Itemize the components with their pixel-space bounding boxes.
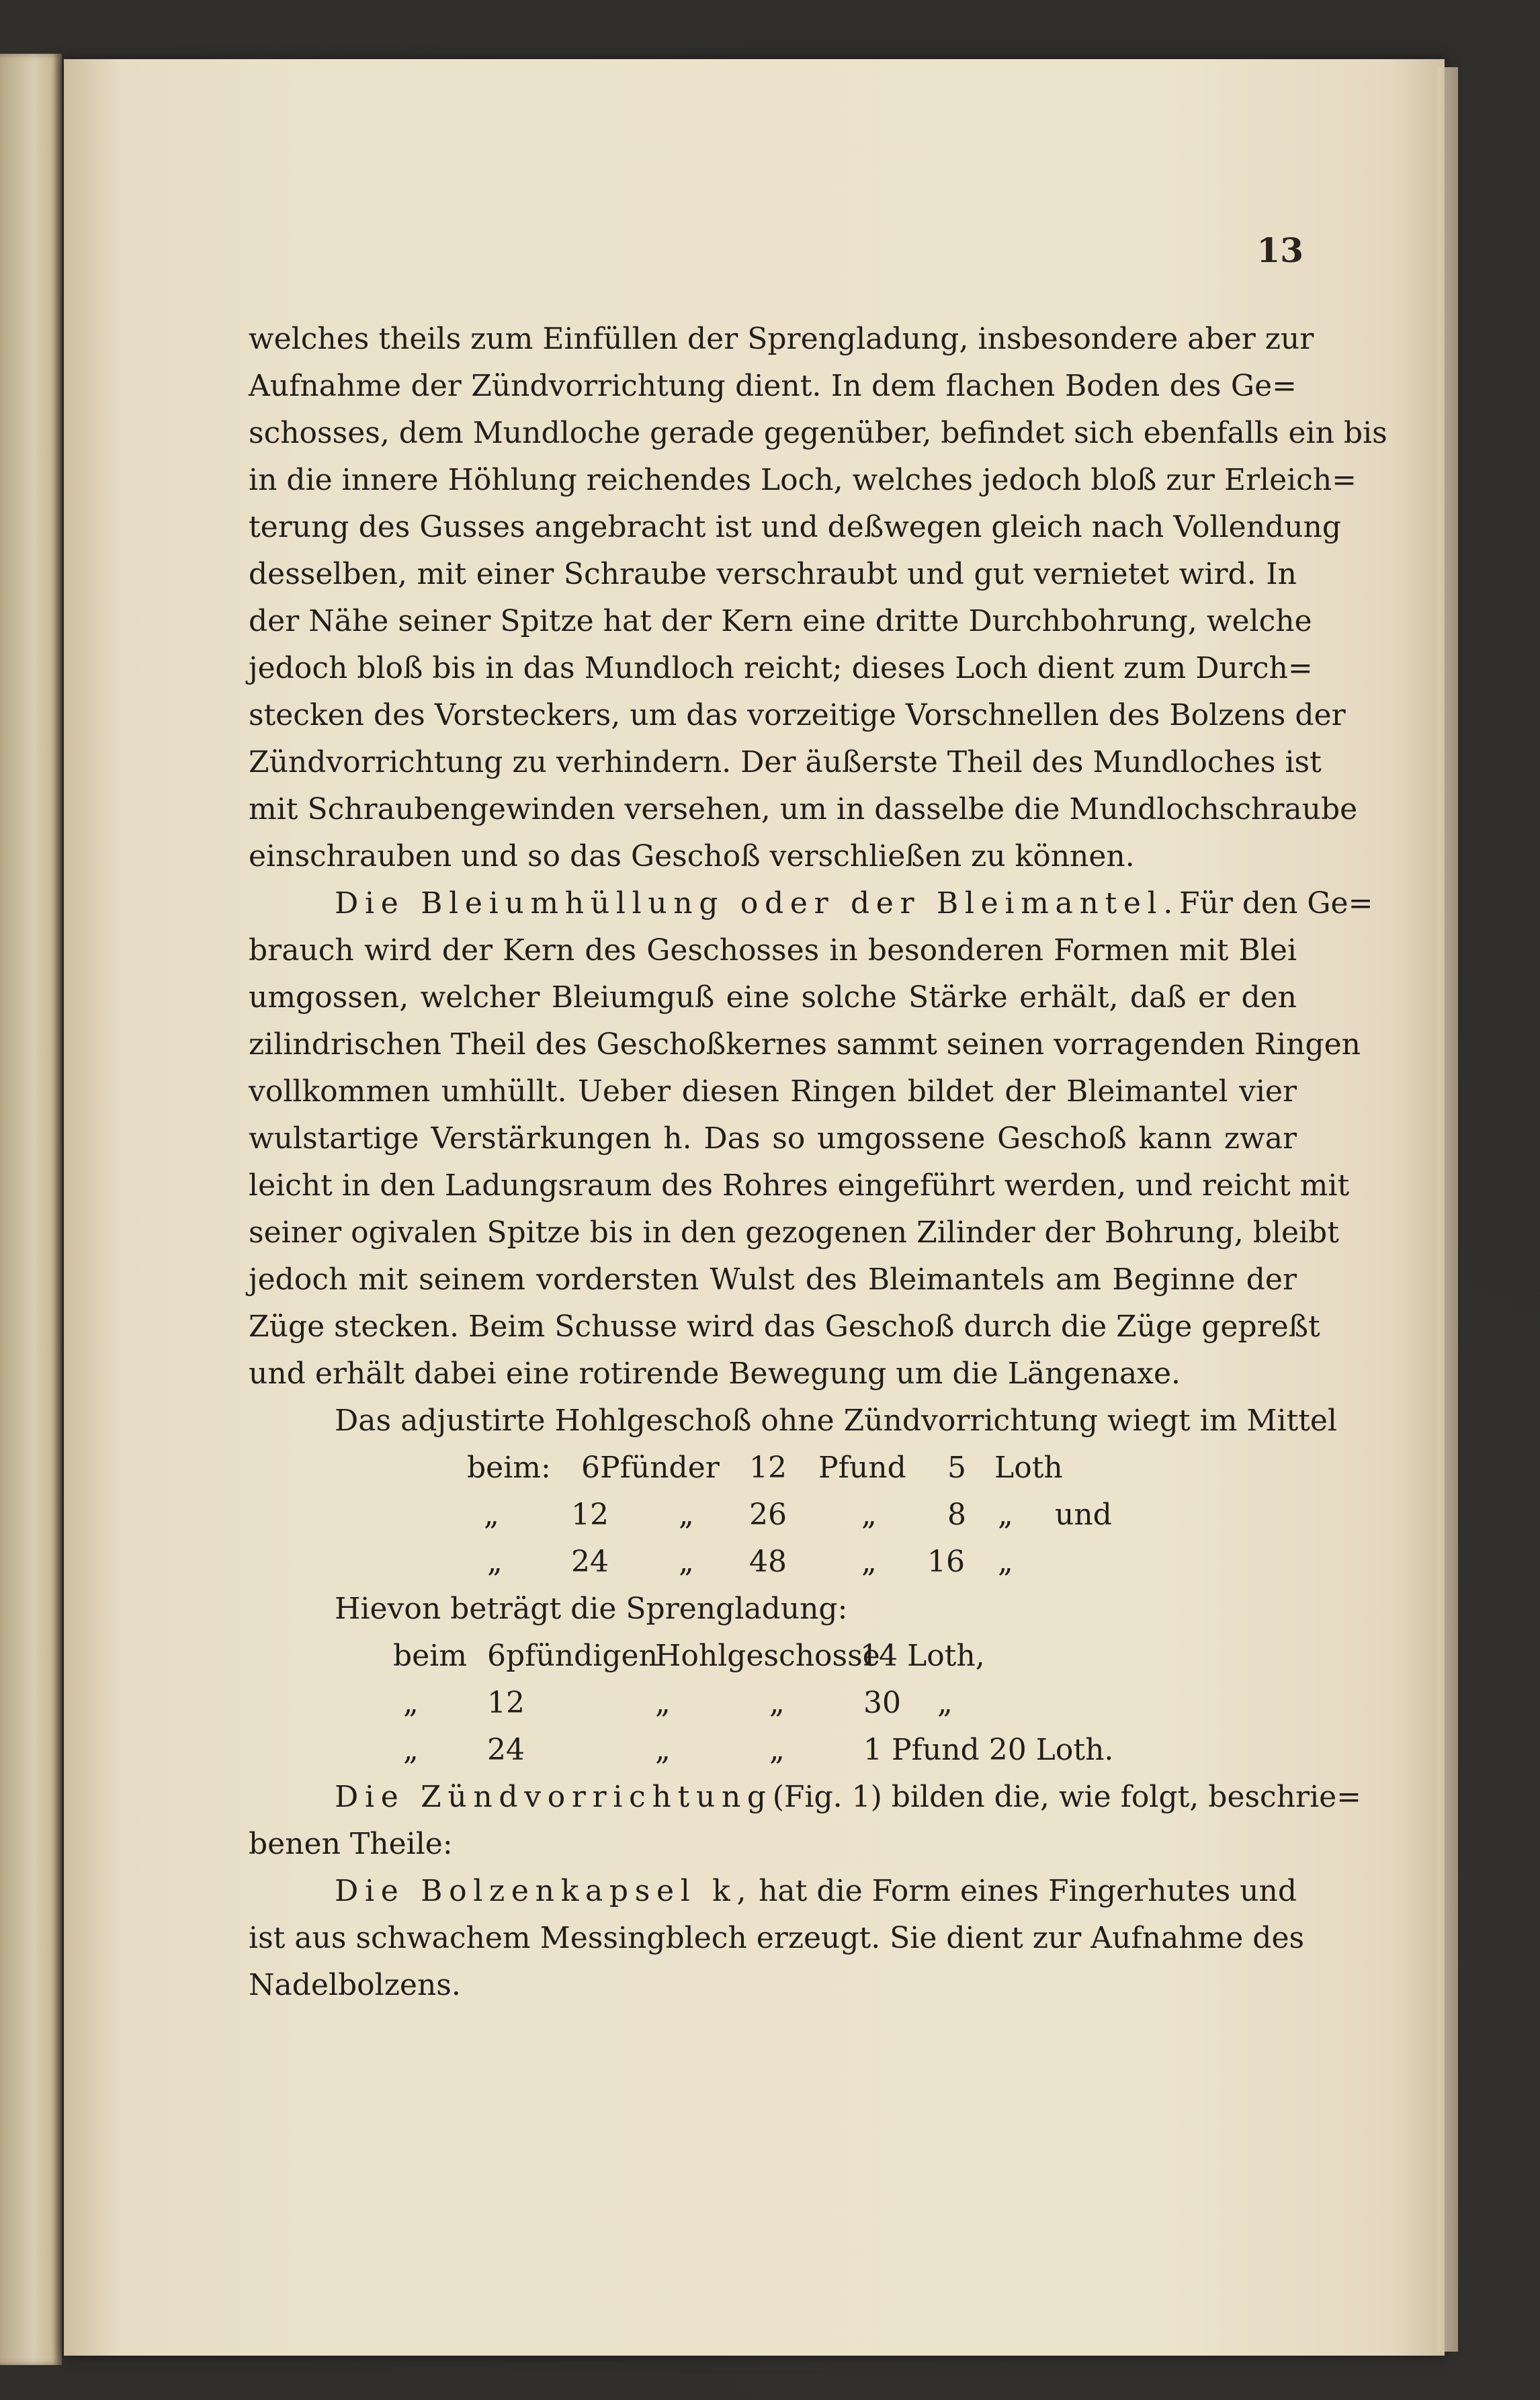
charge-cell: beim — [393, 1639, 467, 1673]
text-line: in die innere Höhlung reichendes Loch, welches jedoch bloß zur Erleich= — [249, 463, 1357, 497]
ditto-mark: „ — [861, 1498, 877, 1532]
ditto-mark: „ — [655, 1686, 671, 1720]
charge-cell: Hohlgeschosse — [655, 1639, 880, 1673]
text-line: brauch wird der Kern des Geschosses in besonderen Formen mit Blei — [249, 933, 1297, 968]
text-line: umgossen, welcher Bleiumguß eine solche Stärke erhält, daß er den — [249, 980, 1297, 1015]
ditto-mark: „ — [403, 1686, 419, 1720]
weight-prefix: beim: — [467, 1451, 551, 1485]
left-page-edge — [0, 54, 62, 2365]
text-line: und erhält dabei eine rotirende Bewegung um die Längenaxe. — [249, 1357, 1181, 1391]
section-heading-bolzenkapsel: Die Bolzenkapsel k, — [335, 1874, 753, 1908]
text-line: einschrauben und so das Geschoß verschließen zu können. — [249, 839, 1135, 873]
weight-caliber: 6Pfünder — [581, 1451, 720, 1485]
text-line: Aufnahme der Zündvorrichtung dient. In dem flachen Boden des Ge= — [249, 369, 1297, 403]
text-line: Zündvorrichtung zu verhindern. Der äußerste Theil des Mundloches ist — [249, 745, 1322, 779]
weight-loth: Loth — [994, 1451, 1063, 1485]
weight-pfund-num: 48 — [749, 1545, 787, 1579]
section-heading-zuendvorrichtung: Die Zündvorrichtung — [335, 1780, 773, 1814]
page-edge-shadow — [1438, 67, 1458, 2352]
text-line: seiner ogivalen Spitze bis in den gezogenen Zilinder der Bohrung, bleibt — [249, 1215, 1339, 1250]
charge-cell: 30 — [863, 1686, 901, 1720]
page-number: 13 — [1256, 230, 1303, 270]
ditto-mark: „ — [998, 1498, 1013, 1532]
ditto-mark: „ — [484, 1498, 499, 1532]
weight-pfund: Pfund — [818, 1451, 906, 1485]
text-fragment: hat die Form eines Fingerhutes und — [759, 1874, 1297, 1908]
text-line: der Nähe seiner Spitze hat der Kern eine dritte Durchbohrung, welche — [249, 604, 1312, 638]
text-fragment: (Fig. 1) bilden die, wie folgt, beschrie= — [772, 1780, 1362, 1814]
text-line: schosses, dem Mundloche gerade gegenüber, befindet sich ebenfalls ein bis — [249, 416, 1387, 450]
weight-caliber: 12 — [571, 1498, 609, 1532]
text-line: benen Theile: — [249, 1827, 453, 1861]
text-fragment: Für den Ge= — [1179, 886, 1373, 920]
text-line: zilindrischen Theil des Geschoßkernes sammt seinen vorragenden Ringen — [249, 1027, 1361, 1062]
text-line: desselben, mit einer Schraube verschraubt und gut vernietet wird. In — [249, 557, 1297, 591]
text-line: terung des Gusses angebracht ist und deßwegen gleich nach Vollendung — [249, 510, 1342, 544]
weight-pfund-num: 12 — [749, 1451, 787, 1485]
weight-loth-num: 8 — [947, 1498, 966, 1532]
text-line: stecken des Vorsteckers, um das vorzeitige Vorschnellen des Bolzens der — [249, 698, 1346, 732]
weight-loth-num: 16 — [927, 1545, 965, 1579]
ditto-mark: „ — [655, 1733, 671, 1767]
weight-tail: und — [1055, 1498, 1112, 1532]
text-line: welches theils zum Einfüllen der Sprengladung, insbesondere aber zur — [249, 322, 1314, 356]
ditto-mark: „ — [769, 1733, 785, 1767]
weight-caliber: 24 — [571, 1545, 609, 1579]
ditto-mark: „ — [679, 1498, 694, 1532]
charge-cell: 24 — [487, 1733, 525, 1767]
paragraph-lead-line — [335, 1868, 1297, 1915]
weight-loth-num: 5 — [947, 1451, 966, 1485]
ditto-mark: „ — [403, 1733, 419, 1767]
text-line: Hievon beträgt die Sprengladung: — [335, 1592, 848, 1626]
ditto-mark: „ — [861, 1545, 877, 1579]
text-line: leicht in den Ladungsraum des Rohres eingeführt werden, und reicht mit — [249, 1168, 1350, 1203]
ditto-mark: „ — [937, 1686, 953, 1720]
charge-cell: 1 Pfund 20 Loth. — [863, 1733, 1114, 1767]
ditto-mark: „ — [487, 1545, 503, 1579]
paragraph-lead-line — [335, 880, 1373, 927]
text-line: wulstartige Verstärkungen h. Das so umgossene Geschoß kann zwar — [249, 1121, 1297, 1156]
text-line: ist aus schwachem Messingblech erzeugt. Sie dient zur Aufnahme des — [249, 1921, 1305, 1955]
text-line: vollkommen umhüllt. Ueber diesen Ringen bildet der Bleimantel vier — [249, 1074, 1297, 1109]
text-line: jedoch mit seinem vordersten Wulst des Bleimantels am Beginne der — [249, 1262, 1297, 1297]
ditto-mark: „ — [679, 1545, 694, 1579]
text-line: Nadelbolzens. — [249, 1968, 461, 2002]
charge-cell: 12 — [487, 1686, 525, 1720]
text-line: mit Schraubengewinden versehen, um in dasselbe die Mundlochschraube — [249, 792, 1358, 826]
text-line: Züge stecken. Beim Schusse wird das Geschoß durch die Züge gepreßt — [249, 1310, 1320, 1344]
ditto-mark: „ — [769, 1686, 785, 1720]
weight-pfund-num: 26 — [749, 1498, 787, 1532]
paragraph-lead-line — [335, 1774, 1362, 1821]
text-line: jedoch bloß bis in das Mundloch reicht; dieses Loch dient zum Durch= — [249, 651, 1313, 685]
charge-cell: 6pfündigen — [487, 1639, 658, 1673]
charge-cell: 14 Loth, — [860, 1639, 985, 1673]
section-heading-bleiumhuellung: Die Bleiumhüllung oder der Bleimantel. — [335, 886, 1179, 920]
ditto-mark: „ — [998, 1545, 1013, 1579]
text-line: Das adjustirte Hohlgeschoß ohne Zündvorrichtung wiegt im Mittel — [335, 1404, 1338, 1438]
